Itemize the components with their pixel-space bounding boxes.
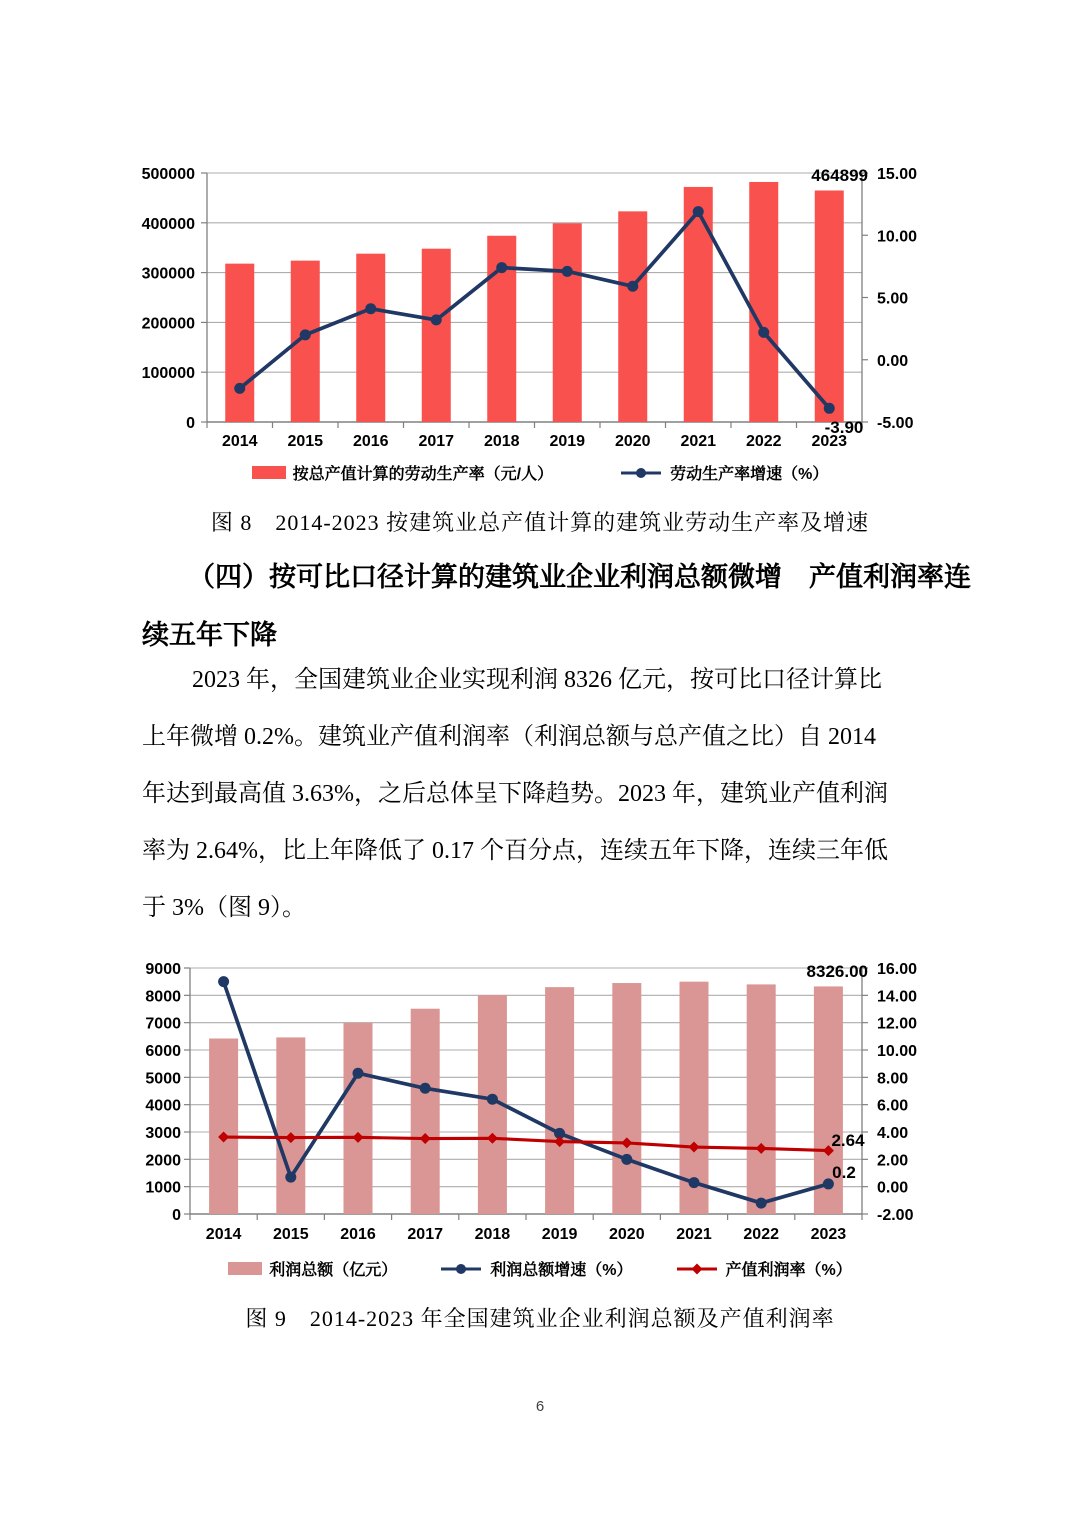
x-tick-label: 2014	[205, 1226, 242, 1243]
x-tick-label: 2023	[810, 1226, 847, 1243]
legend-line-marker-icon	[619, 466, 663, 480]
section-heading-line2: 续五年下降	[142, 620, 277, 650]
x-tick-label: 2016	[340, 1226, 376, 1243]
point-2015	[285, 1172, 296, 1183]
legend-item	[439, 1257, 632, 1280]
point-2018	[487, 1094, 498, 1105]
x-tick-label: 2017	[418, 433, 455, 450]
paragraph-line: 率为 2.64%，比上年降低了 0.17 个百分点，连续五年下降，连续三年低	[142, 838, 888, 864]
paragraph-line: 2023 年，全国建筑业企业实现利润 8326 亿元，按可比口径计算比	[192, 667, 882, 693]
point-2020	[621, 1154, 632, 1165]
x-tick-label: 2014	[221, 433, 258, 450]
data-label: 8326.00	[806, 962, 868, 981]
figure8-legend	[0, 461, 1080, 484]
x-tick-label: 2016	[352, 433, 389, 450]
svg-text:2000: 2000	[145, 1152, 181, 1170]
section-heading	[142, 548, 971, 664]
figure8-caption: 图 8 2014-2023 按建筑业总产值计算的建筑业劳动生产率及增速	[210, 510, 870, 535]
bar-2020	[618, 211, 647, 422]
x-tick-label: 2015	[273, 1226, 309, 1243]
point-2016	[353, 1068, 364, 1079]
data-label: -3.90	[824, 418, 864, 437]
data-label: 0.2	[832, 1163, 856, 1182]
svg-text:500000: 500000	[141, 166, 195, 183]
x-tick-label: 2019	[549, 433, 586, 450]
point-2021	[693, 206, 704, 217]
bar-2014	[209, 1039, 238, 1214]
legend-label: 劳动生产率增速（%）	[670, 466, 829, 483]
svg-text:15.00: 15.00	[877, 166, 918, 183]
legend-label: 利润总额（亿元）	[269, 1262, 398, 1279]
bar-2022	[749, 182, 778, 422]
svg-text:9000: 9000	[145, 961, 181, 978]
body-paragraph	[142, 652, 940, 937]
svg-text:300000: 300000	[141, 265, 195, 283]
x-tick-label: 2018	[474, 1226, 511, 1243]
svg-text:14.00: 14.00	[877, 988, 918, 1006]
svg-text:0.00: 0.00	[877, 352, 909, 370]
svg-text:8000: 8000	[145, 988, 181, 1006]
data-label: 464899	[811, 166, 868, 185]
section-heading-line1: （四）按可比口径计算的建筑业企业利润总额微增 产值利润率连	[188, 562, 971, 592]
bar-2022	[747, 984, 776, 1214]
svg-text:4.00: 4.00	[877, 1125, 909, 1142]
point-2018	[496, 262, 507, 273]
bar-2015	[276, 1037, 305, 1214]
point-2014	[218, 976, 229, 987]
svg-text:5000: 5000	[145, 1070, 181, 1088]
point-2014	[234, 383, 245, 394]
x-tick-label: 2018	[483, 433, 520, 450]
svg-text:100000: 100000	[141, 365, 195, 383]
svg-text:4000: 4000	[145, 1097, 181, 1115]
point-2020	[627, 281, 638, 292]
svg-text:2.00: 2.00	[877, 1152, 909, 1170]
bar-2016	[356, 254, 385, 422]
paragraph-line: 于 3%（图 9）。	[142, 895, 306, 921]
paragraph-line: 上年微增 0.2%。建筑业产值利润率（利润总额与总产值之比）自 2014	[142, 724, 876, 750]
legend-label: 按总产值计算的劳动生产率（元/人）	[292, 466, 554, 483]
point-2019	[562, 266, 573, 277]
x-tick-label: 2020	[609, 1226, 645, 1243]
legend-label: 利润总额增速（%）	[490, 1262, 633, 1279]
svg-text:6.00: 6.00	[877, 1097, 909, 1115]
svg-text:8.00: 8.00	[877, 1070, 909, 1088]
data-label: 2.64	[831, 1131, 865, 1150]
svg-text:10.00: 10.00	[877, 1043, 918, 1060]
svg-text:1000: 1000	[145, 1179, 181, 1197]
figure9-caption: 图 9 2014-2023 年全国建筑业企业利润总额及产值利润率	[245, 1306, 835, 1331]
legend-bar-swatch-icon	[228, 1262, 262, 1275]
svg-text:0: 0	[186, 415, 195, 432]
svg-text:5.00: 5.00	[877, 290, 909, 308]
legend-item	[619, 461, 828, 484]
bar-2016	[344, 1023, 373, 1214]
figure9-legend	[0, 1257, 1080, 1280]
x-tick-label: 2022	[743, 1226, 779, 1243]
bar-2023	[815, 190, 844, 422]
x-tick-label: 2021	[676, 1226, 712, 1243]
point-2021	[689, 1177, 700, 1188]
svg-text:16.00: 16.00	[877, 961, 918, 978]
paragraph-line: 年达到最高值 3.63%，之后总体呈下降趋势。2023 年，建筑业产值利润	[142, 781, 888, 807]
legend-line-marker-icon	[675, 1262, 719, 1276]
point-2017	[420, 1083, 431, 1094]
bar-2019	[545, 987, 574, 1214]
svg-text:10.00: 10.00	[877, 228, 918, 246]
x-tick-label: 2023	[811, 433, 848, 450]
x-tick-label: 2022	[745, 433, 782, 450]
point-2017	[431, 314, 442, 325]
bar-2020	[612, 983, 641, 1214]
svg-text:400000: 400000	[141, 215, 195, 233]
svg-text:0.00: 0.00	[877, 1179, 909, 1197]
point-2022	[758, 327, 769, 338]
point-2015	[300, 329, 311, 340]
legend-bar-swatch-icon	[252, 466, 286, 479]
x-tick-label: 2015	[287, 433, 324, 450]
x-tick-label: 2017	[407, 1226, 443, 1243]
legend-label: 产值利润率（%）	[725, 1262, 852, 1279]
legend-line-marker-icon	[439, 1262, 483, 1276]
figure8-chart	[100, 150, 980, 460]
bar-2017	[411, 1009, 440, 1214]
page-number: 6	[535, 1398, 545, 1415]
legend-item	[228, 1257, 397, 1280]
svg-text:7000: 7000	[145, 1015, 181, 1033]
svg-text:200000: 200000	[141, 315, 195, 333]
bar-2017	[422, 249, 451, 422]
svg-text:12.00: 12.00	[877, 1015, 918, 1033]
svg-text:6000: 6000	[145, 1043, 181, 1060]
point-2022	[756, 1198, 767, 1209]
x-tick-label: 2020	[614, 433, 651, 450]
x-tick-label: 2019	[541, 1226, 578, 1243]
bar-2019	[553, 223, 582, 422]
svg-text:-5.00: -5.00	[877, 415, 914, 432]
legend-item	[252, 461, 553, 484]
legend-item	[675, 1257, 852, 1280]
bar-2014	[225, 264, 254, 422]
svg-text:-2.00: -2.00	[877, 1207, 914, 1224]
svg-text:0: 0	[172, 1207, 181, 1224]
point-2023	[824, 403, 835, 414]
x-tick-label: 2021	[680, 433, 717, 450]
figure9-chart	[100, 950, 980, 1262]
point-2016	[365, 303, 376, 314]
svg-text:3000: 3000	[145, 1125, 181, 1142]
